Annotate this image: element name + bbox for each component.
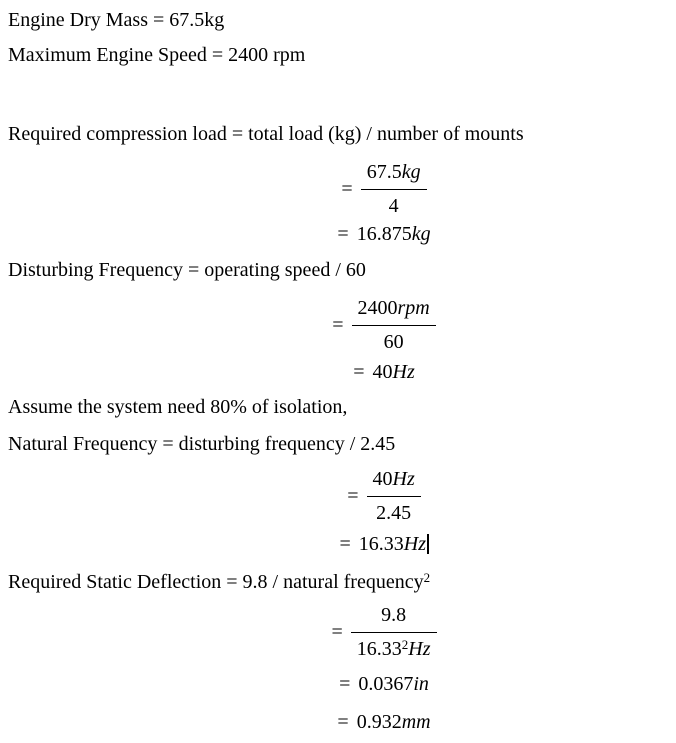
equation-disturbing-result xyxy=(92,360,676,384)
line-natural-frequency-formula: Natural Frequency = disturbing frequency / 2.45 xyxy=(8,433,396,455)
fraction xyxy=(352,297,436,353)
result-value: 16.875 xyxy=(356,223,412,245)
line-disturbing-frequency-formula: Disturbing Frequency = operating speed / 60 xyxy=(8,259,366,281)
fraction-numerator xyxy=(367,468,421,496)
equals-sign: = xyxy=(337,223,349,245)
line-isolation-assumption: Assume the system need 80% of isolation, xyxy=(8,396,348,418)
equation-natural-result xyxy=(92,532,676,556)
numerator-unit: rpm xyxy=(397,297,430,319)
equals-sign: = xyxy=(353,361,365,383)
denominator-exponent: 2 xyxy=(401,637,409,652)
result-unit: kg xyxy=(411,223,431,245)
result-value: 0.0367 xyxy=(358,673,414,695)
fraction-numerator xyxy=(361,161,427,189)
equation-disturbing-fraction xyxy=(92,297,676,353)
result-unit: Hz xyxy=(392,361,415,383)
result-value: 16.33 xyxy=(358,533,404,555)
fraction-denominator xyxy=(367,497,421,524)
denominator-value: 60 xyxy=(383,331,404,353)
result-unit: mm xyxy=(401,711,431,733)
equals-sign: = xyxy=(347,485,359,507)
fraction-numerator xyxy=(351,604,437,632)
numerator-unit: kg xyxy=(401,161,421,183)
line-max-engine-speed: Maximum Engine Speed = 2400 rpm xyxy=(8,44,306,66)
fraction-denominator xyxy=(351,633,437,660)
fraction-numerator xyxy=(352,297,436,325)
denominator-value: 16.33 xyxy=(356,638,402,660)
result-unit: in xyxy=(413,673,429,695)
static-deflection-exponent: 2 xyxy=(423,570,431,585)
equals-sign: = xyxy=(339,533,351,555)
denominator-unit: Hz xyxy=(408,638,431,660)
equation-compression-fraction xyxy=(92,161,676,217)
static-deflection-text: Required Static Deflection = 9.8 / natural frequency xyxy=(8,571,424,593)
equals-sign: = xyxy=(332,314,344,336)
equation-deflection-result-mm xyxy=(92,710,676,734)
numerator-unit: Hz xyxy=(392,468,415,490)
equals-sign: = xyxy=(337,711,349,733)
text-caret xyxy=(427,534,429,554)
denominator-value: 2.45 xyxy=(376,502,412,524)
fraction xyxy=(367,468,421,524)
result-value: 0.932 xyxy=(356,711,402,733)
equals-sign: = xyxy=(341,178,353,200)
numerator-value: 40 xyxy=(372,468,393,490)
equals-sign: = xyxy=(331,621,343,643)
line-static-deflection-formula xyxy=(8,570,430,594)
equals-sign: = xyxy=(339,673,351,695)
numerator-value: 9.8 xyxy=(381,604,407,626)
result-unit: Hz xyxy=(403,533,426,555)
equation-deflection-fraction xyxy=(92,604,676,660)
line-engine-dry-mass: Engine Dry Mass = 67.5kg xyxy=(8,9,225,31)
fraction xyxy=(361,161,427,217)
numerator-value: 67.5 xyxy=(366,161,402,183)
result-value: 40 xyxy=(372,361,393,383)
equation-natural-fraction xyxy=(92,468,676,524)
equation-deflection-result-inches xyxy=(92,672,676,696)
fraction xyxy=(351,604,437,660)
fraction-denominator xyxy=(361,190,427,217)
line-compression-load-formula: Required compression load = total load (kg) / number of mounts xyxy=(8,123,524,145)
denominator-value: 4 xyxy=(388,195,399,217)
equation-compression-result xyxy=(92,222,676,246)
fraction-denominator xyxy=(352,326,436,353)
numerator-value: 2400 xyxy=(357,297,398,319)
